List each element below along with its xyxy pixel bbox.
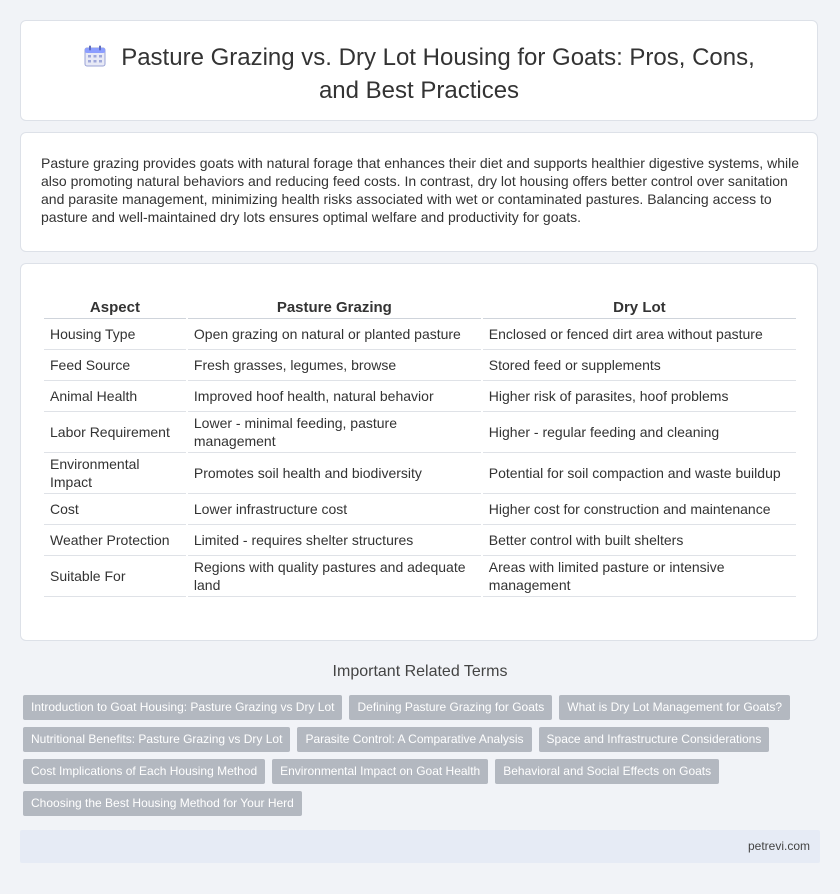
table-cell: Promotes soil health and biodiversity: [188, 453, 481, 494]
related-term-tag[interactable]: Defining Pasture Grazing for Goats: [349, 695, 552, 720]
related-term-tag[interactable]: What is Dry Lot Management for Goats?: [559, 695, 790, 720]
table-cell: Higher - regular feeding and cleaning: [483, 412, 796, 453]
intro-paragraph: Pasture grazing provides goats with natural forage that enhances their diet and supports healthier digestive systems, while also promoting natural behaviors and reducing feed costs. In contrast, dry lot housing offers better control over sanitation and parasite management, minimizing health risks associated with wet or contaminated pastures. Balancing access to pasture and well-maintained dry lots ensures optimal welfare and productivity for goats.: [41, 155, 799, 225]
table-cell: Feed Source: [44, 350, 186, 381]
tag-row: [23, 791, 813, 816]
header-aspect: Aspect: [44, 296, 186, 319]
table-row: [44, 494, 796, 525]
table-cell: Areas with limited pasture or intensive management: [483, 556, 796, 597]
header-pasture-grazing: Pasture Grazing: [188, 296, 481, 319]
intro-card: [20, 132, 818, 252]
comparison-table: [42, 296, 798, 597]
table-cell: Housing Type: [44, 319, 186, 350]
table-cell: Cost: [44, 494, 186, 525]
table-cell: Weather Protection: [44, 525, 186, 556]
table-cell: Environmental Impact: [44, 453, 186, 494]
page-title-wrap: [21, 43, 817, 106]
table-row: [44, 381, 796, 412]
table-cell: Potential for soil compaction and waste buildup: [483, 453, 796, 494]
related-term-tag[interactable]: Introduction to Goat Housing: Pasture Grazing vs Dry Lot: [23, 695, 342, 720]
table-cell: Suitable For: [44, 556, 186, 597]
table-cell: Enclosed or fenced dirt area without pasture: [483, 319, 796, 350]
table-cell: Labor Requirement: [44, 412, 186, 453]
related-terms-list: [23, 695, 813, 823]
table-row: [44, 453, 796, 494]
footer-site-link[interactable]: petrevi.com: [747, 839, 810, 853]
table-header-row: [44, 296, 796, 319]
related-terms-heading: Important Related Terms: [332, 663, 508, 680]
related-term-tag[interactable]: Behavioral and Social Effects on Goats: [495, 759, 719, 784]
table-cell: Lower infrastructure cost: [188, 494, 481, 525]
table-cell: Better control with built shelters: [483, 525, 796, 556]
table-row: [44, 412, 796, 453]
page-title: Pasture Grazing vs. Dry Lot Housing for Goats: Pros, Cons, and Best Practices: [121, 44, 755, 104]
table-row: [44, 350, 796, 381]
comparison-card: [20, 263, 818, 641]
header-dry-lot: Dry Lot: [483, 296, 796, 319]
related-term-tag[interactable]: Nutritional Benefits: Pasture Grazing vs Dry Lot: [23, 727, 290, 752]
related-term-tag[interactable]: Choosing the Best Housing Method for Your Herd: [23, 791, 302, 816]
table-cell: Stored feed or supplements: [483, 350, 796, 381]
table-row: [44, 525, 796, 556]
table-cell: Animal Health: [44, 381, 186, 412]
table-cell: Fresh grasses, legumes, browse: [188, 350, 481, 381]
related-term-tag[interactable]: Cost Implications of Each Housing Method: [23, 759, 265, 784]
tag-row: [23, 759, 813, 784]
related-term-tag[interactable]: Environmental Impact on Goat Health: [272, 759, 488, 784]
footer: [20, 830, 820, 863]
related-term-tag[interactable]: Parasite Control: A Comparative Analysis: [297, 727, 531, 752]
table-cell: Open grazing on natural or planted pasture: [188, 319, 481, 350]
table-cell: Higher cost for construction and maintenance: [483, 494, 796, 525]
title-card: [20, 20, 818, 121]
table-cell: Regions with quality pastures and adequate land: [188, 556, 481, 597]
table-cell: Higher risk of parasites, hoof problems: [483, 381, 796, 412]
related-term-tag[interactable]: Space and Infrastructure Considerations: [539, 727, 770, 752]
table-cell: Improved hoof health, natural behavior: [188, 381, 481, 412]
table-row: [44, 556, 796, 597]
calendar-icon: [83, 44, 107, 76]
table-cell: Lower - minimal feeding, pasture management: [188, 412, 481, 453]
table-cell: Limited - requires shelter structures: [188, 525, 481, 556]
table-row: [44, 319, 796, 350]
tag-row: [23, 727, 813, 752]
tag-row: [23, 695, 813, 720]
